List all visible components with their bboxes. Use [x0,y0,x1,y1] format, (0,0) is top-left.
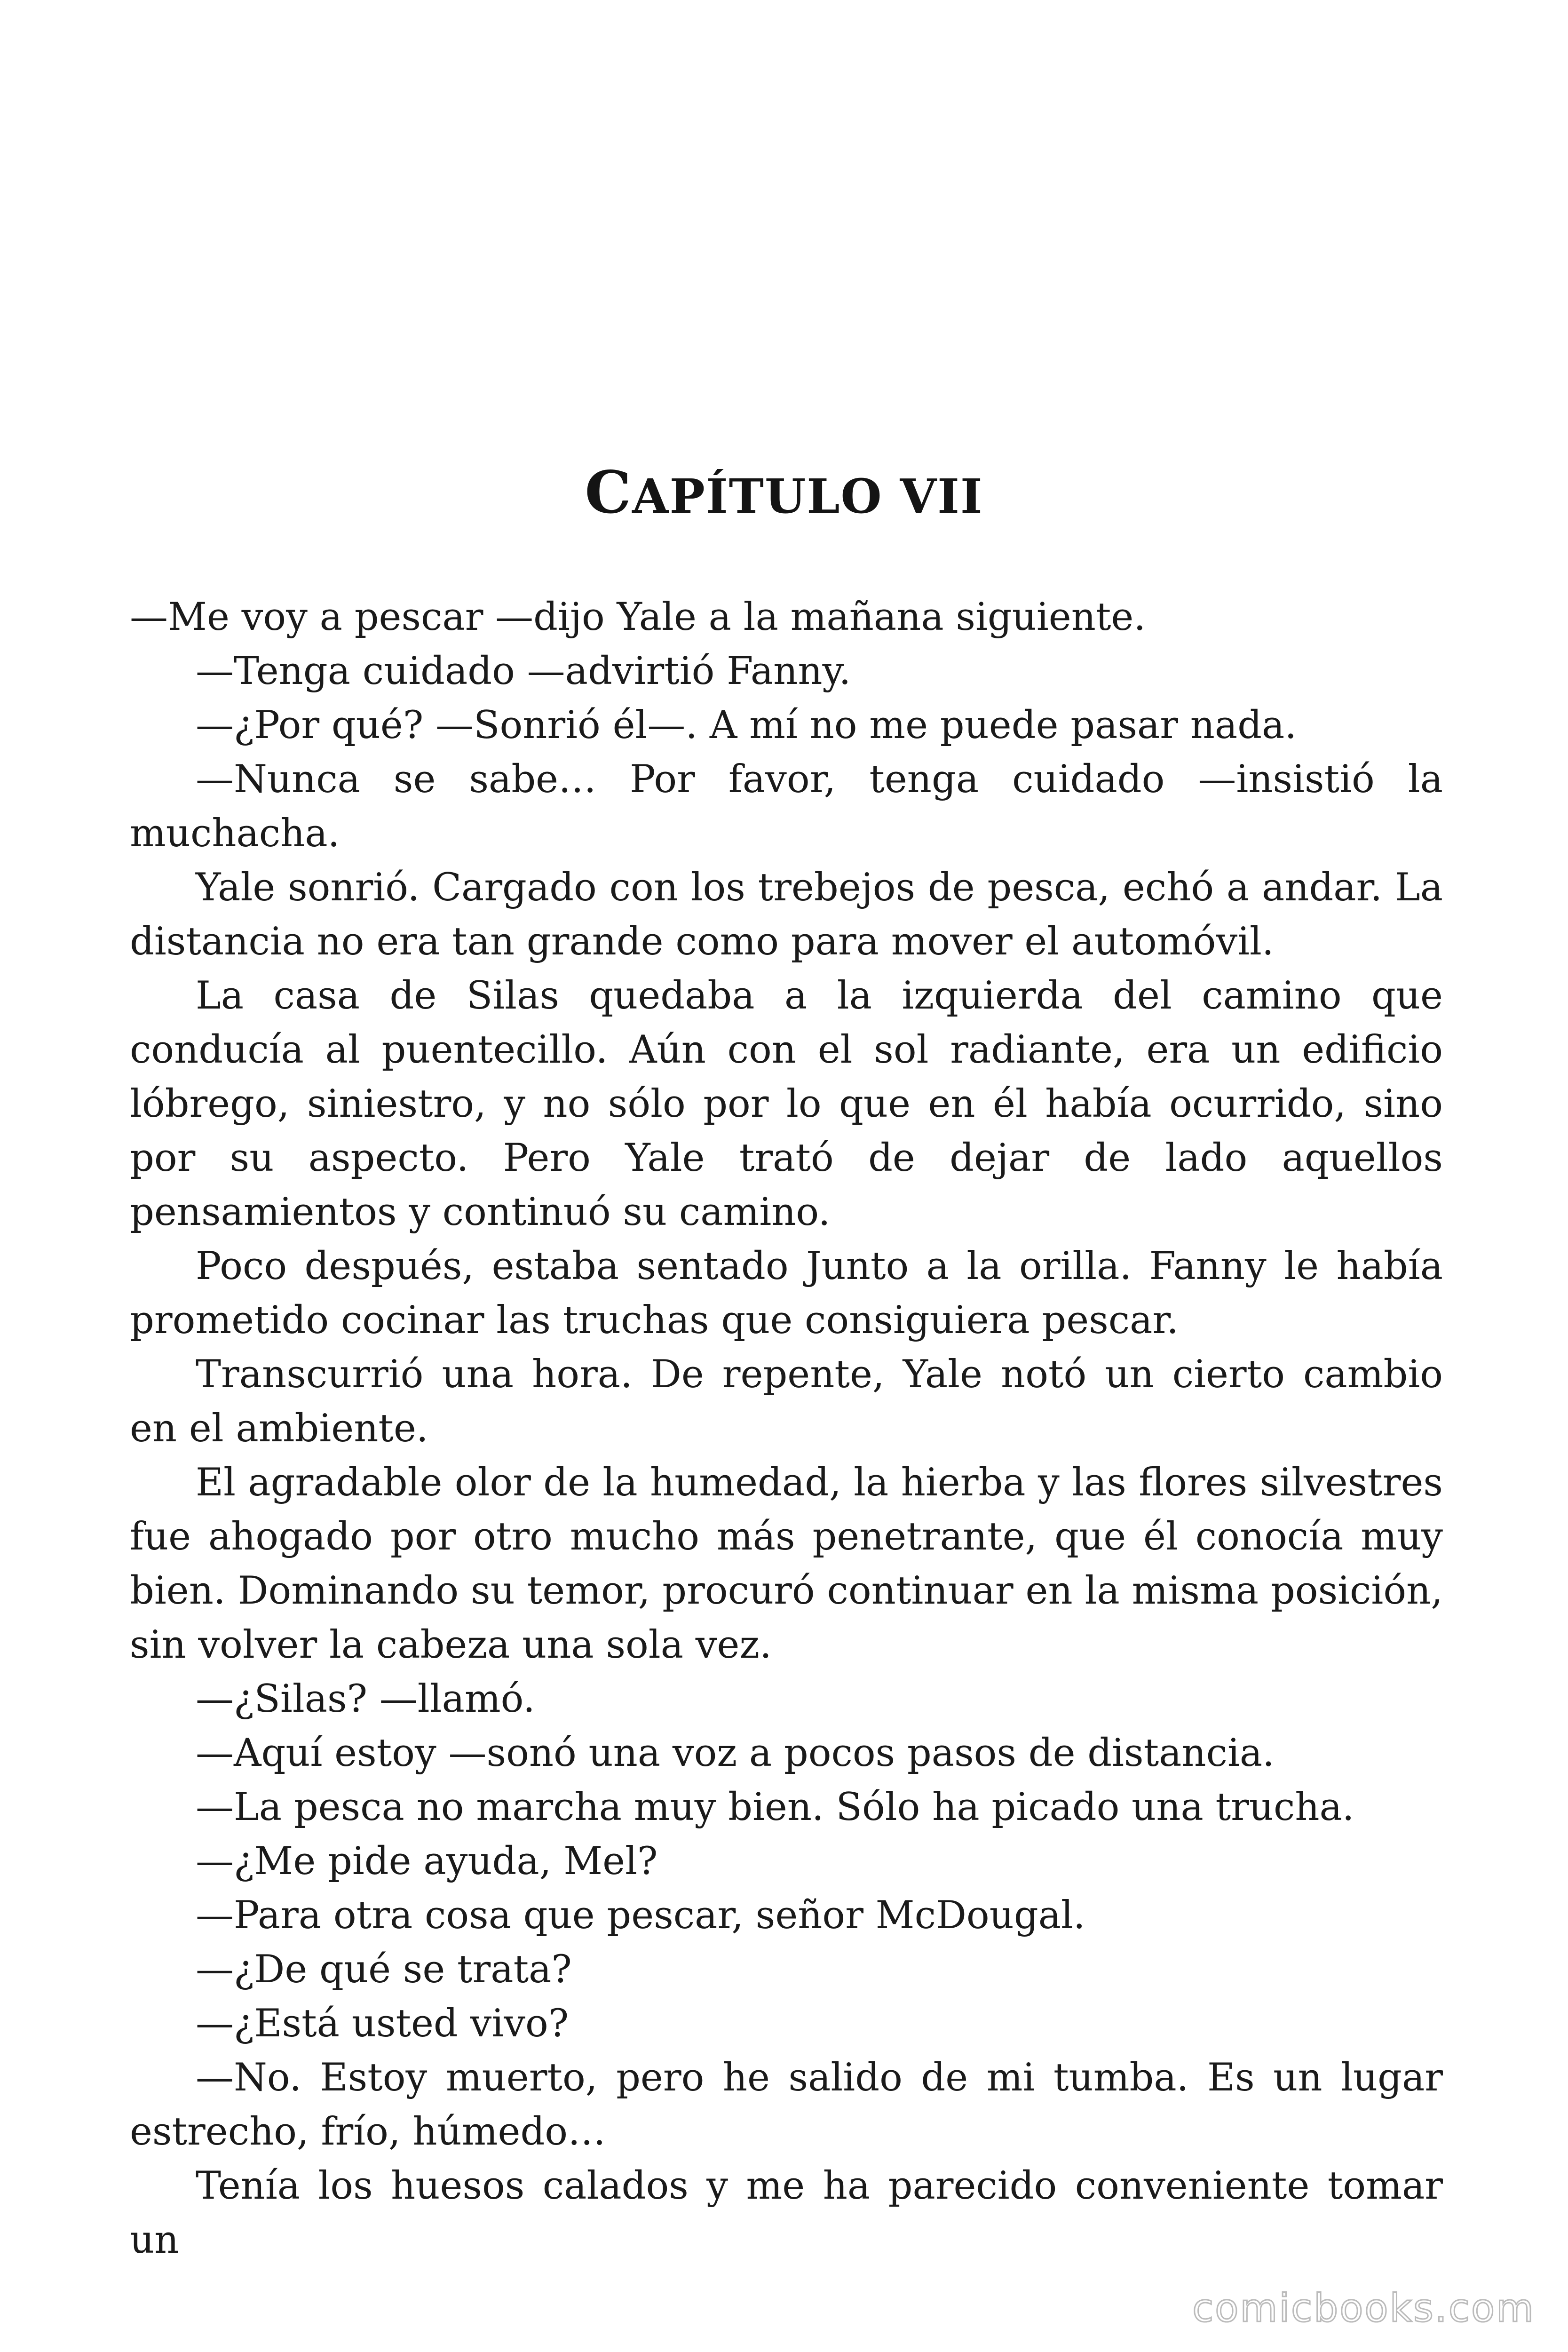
paragraph: —Nunca se sabe… Por favor, tenga cuidado —insistió la muchacha. [130,757,1443,856]
chapter-title-rest: APÍTULO VII [632,469,983,524]
paragraph: —Para otra cosa que pescar, señor McDougal. [196,1893,1085,1938]
paragraph: —La pesca no marcha muy bien. Sólo ha picado una trucha. [196,1785,1354,1829]
paragraph: —No. Estoy muerto, pero he salido de mi tumba. Es un lugar estrecho, frío, húmedo… [130,2056,1443,2154]
paragraph: —Aquí estoy —sonó una voz a pocos pasos de distancia. [196,1731,1275,1775]
paragraph: Tenía los huesos calados y me ha parecido conveniente tomar un [130,2164,1443,2262]
paragraph: —Me voy a pescar —dijo Yale a la mañana siguiente. [130,595,1146,639]
watermark: comicbooks.com [1192,2286,1535,2331]
paragraph: —¿Está usted vivo? [196,2002,569,2046]
chapter-title [0,459,1568,527]
paragraph: —¿Me pide ayuda, Mel? [196,1839,658,1883]
paragraph: —¿De qué se trata? [196,1947,572,1992]
paragraph: La casa de Silas quedaba a la izquierda del camino que conducía al puentecillo. Aún con el sol radiante, era un edificio lóbrego, siniestro, y no sólo por lo que en él había ocurrido, sino por su aspecto. Pero Yale trató de dejar de lado aquellos pensamientos y continuó su camino. [130,974,1443,1234]
paragraph: —¿Por qué? —Sonrió él—. A mí no me puede pasar nada. [196,703,1297,747]
body-text [130,590,1443,2267]
paragraph: —Tenga cuidado —advirtió Fanny. [196,649,851,693]
paragraph: El agradable olor de la humedad, la hierba y las flores silvestres fue ahogado por otro mucho más penetrante, que él conocía muy bien. Dominando su temor, procuró continuar en la misma posición, sin volver la cabeza una sola vez. [130,1461,1443,1667]
paragraph: Transcurrió una hora. De repente, Yale notó un cierto cambio en el ambiente. [130,1352,1443,1451]
chapter-title-initial: C [585,459,633,527]
paragraph: Yale sonrió. Cargado con los trebejos de pesca, echó a andar. La distancia no era tan grande como para mover el automóvil. [130,866,1443,964]
paragraph: Poco después, estaba sentado Junto a la orilla. Fanny le había prometido cocinar las truchas que consiguiera pescar. [130,1244,1443,1343]
paragraph: —¿Silas? —llamó. [196,1677,535,1721]
